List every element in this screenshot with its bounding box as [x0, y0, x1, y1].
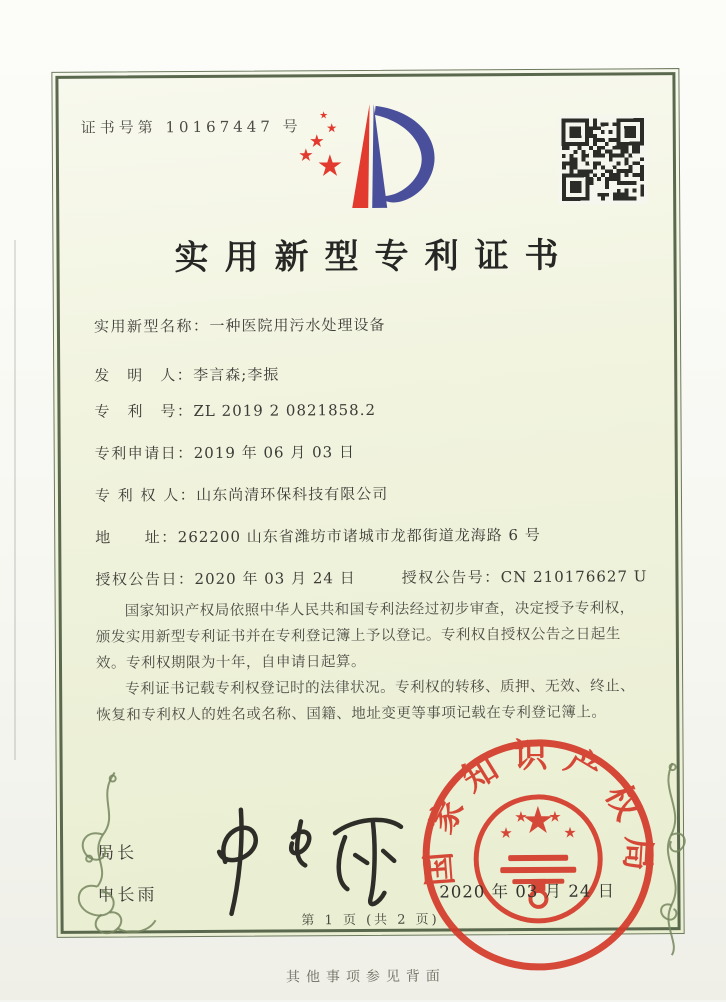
field-value: ZL 2019 2 0821858.2: [193, 400, 377, 421]
field-label: 地 址：: [95, 528, 178, 547]
seal-date: 2020 年 03 月 24 日: [439, 881, 616, 902]
field-row-patent-no: [94, 397, 646, 420]
field-label: 专利申请日：: [94, 444, 194, 463]
field-value: 2020 年 03 月 24 日: [194, 569, 356, 589]
field-row-grant: [95, 565, 647, 588]
seal-text: 国家知识产权局: [417, 735, 659, 888]
field-label: 授权公告号：: [401, 568, 501, 587]
body-paragraph: 专利证书记载专利权登记时的法律状况。专利权的转移、质押、无效、终止、恢复和专利权人的姓名或名称、国籍、地址变更等事项记载在专利登记簿上。: [96, 678, 636, 725]
signer-block: [97, 838, 157, 905]
official-seal-icon: [416, 733, 659, 976]
cnipa-logo-icon: [288, 96, 454, 217]
field-row-filing-date: [95, 439, 647, 462]
body-paragraph: 国家知识产权局依照中华人民共和国专利法经过初步审查，决定授予专利权，颁发实用新型专利证书并在专利登记簿上予以登记。专利权自授权公告之日起生效。专利权期限为十年，自申请日起算。: [95, 600, 635, 672]
field-label: 授权公告日：: [95, 570, 195, 589]
field-row-address: [95, 523, 647, 546]
certificate-title: 实用新型专利证书: [174, 235, 575, 279]
certificate-number: 证书号第 10167447 号: [80, 117, 302, 137]
field-row-name: [94, 312, 646, 335]
field-value: 2019 年 06 月 03 日: [193, 443, 355, 463]
field-value: 一种医院用污水处理设备: [209, 315, 386, 335]
body-text: [96, 595, 649, 729]
signer-name: 申长雨: [97, 885, 158, 906]
qr-code-modules: [558, 114, 649, 205]
fields-section: [94, 312, 648, 610]
signer-title: 局长: [97, 843, 138, 864]
field-label: 发 明 人：: [94, 366, 194, 385]
field-label: 专 利 权 人：: [94, 486, 197, 505]
field-row-inventor: [94, 361, 646, 384]
qr-code-icon: [558, 114, 649, 205]
back-note: 其他事项参见背面: [285, 968, 446, 986]
field-row-patentee: [95, 481, 647, 504]
field-value: 山东尚清环保科技有限公司: [196, 484, 389, 505]
field-value: 262200 山东省潍坊市诸城市龙都街道龙海路 6 号: [177, 525, 541, 547]
certificate-frame: [51, 68, 684, 938]
field-label: 专 利 号：: [94, 402, 194, 421]
field-value: CN 210176627 U: [500, 567, 648, 587]
field-label: 实用新型名称：: [93, 316, 210, 336]
page-footer: 第 1 页 (共 2 页): [301, 912, 440, 929]
field-value: 李言森;李振: [193, 365, 280, 385]
